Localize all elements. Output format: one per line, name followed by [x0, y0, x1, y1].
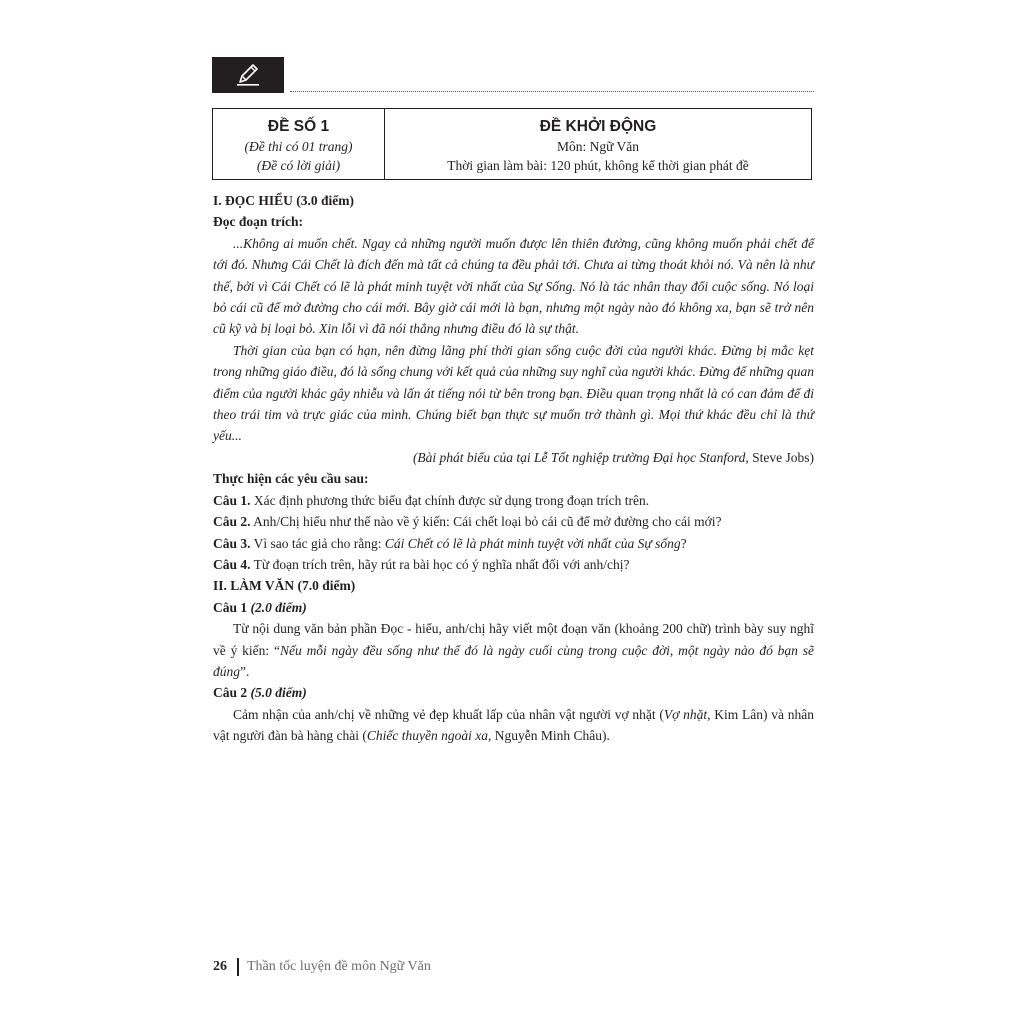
part2-heading: II. LÀM VĂN (7.0 điểm)	[213, 578, 356, 594]
exam-title-cell	[385, 109, 811, 179]
footer-divider	[237, 958, 239, 976]
q4-label: Câu 4.	[213, 556, 251, 572]
read-label: Đọc đoạn trích:	[213, 214, 303, 230]
c2-e: , Nguyễn Minh Châu).	[488, 728, 610, 744]
essay-2-prompt	[213, 704, 814, 747]
exam-number: ĐỀ SỐ 1	[267, 118, 330, 135]
c1-quote: Nếu mỗi ngày đều sống như thể đó là ngày cuối cùng trong cuộc đời, một ngày nào đó bạn sẽ đúng	[213, 642, 815, 679]
tasks-label: Thực hiện các yêu cầu sau:	[213, 471, 369, 487]
exam-content	[213, 190, 814, 747]
essay-1-heading	[213, 597, 814, 618]
c2-d: Chiếc thuyền ngoài xa	[366, 728, 488, 744]
part1-heading: I. ĐỌC HIỂU (3.0 điểm)	[213, 193, 354, 208]
q2-text: Anh/Chị hiểu như thế nào về ý kiến: Cái chết loại bỏ cái cũ để mở đường cho cái mới?	[250, 514, 722, 530]
q1-label: Câu 1.	[213, 492, 251, 508]
c1-text2: ”.	[240, 663, 250, 679]
c1-text1: Từ nội dung văn bản phần Đọc - hiểu, anh/chị hãy viết một đoạn văn (khoảng 200 chữ) trình bày suy nghĩ về ý kiến: “	[213, 621, 814, 658]
excerpt-paragraph-2: Thời gian của bạn có hạn, nên đừng lãng phí thời gian sống cuộc đời của người khác. Đừng bị mắc kẹt trong những giáo điều, đó là sống chung với kết quả của những suy nghĩ của người khác. Đừng để những quan điểm của người khác gây nhiễu và lấn át tiếng nói từ bên trong bạn. Điều quan trọng nhất là có can đảm để đi theo trái tim và trực giác của mình. Chúng biết bạn thực sự muốn trở thành gì. Mọi thứ khác đều chỉ là thứ yếu...	[213, 342, 814, 444]
q3-label: Câu 3.	[213, 535, 251, 551]
exam-title: ĐỀ KHỞI ĐỘNG	[539, 118, 657, 135]
pages-note: (Đề thi có 01 trang)	[244, 139, 353, 154]
q4-text: Từ đoạn trích trên, hãy rút ra bài học có ý nghĩa nhất đối với anh/chị?	[250, 556, 630, 572]
dotted-rule	[290, 91, 814, 92]
q3-text: Vì sao tác giả cho rằng:	[250, 535, 385, 551]
question-1	[213, 490, 814, 511]
time-limit: Thời gian làm bài: 120 phút, không kể thời gian phát đề	[447, 158, 749, 173]
q3-end: ?	[680, 535, 687, 551]
question-2	[213, 511, 814, 532]
exam-header-table	[212, 108, 812, 180]
source-plain: , Steve Jobs)	[745, 449, 814, 465]
question-4	[213, 554, 814, 575]
essay-2-heading	[213, 682, 814, 703]
c1-label: Câu 1	[213, 599, 251, 615]
question-3	[213, 533, 814, 554]
c2-points: (5.0 điểm)	[250, 685, 307, 701]
q1-text: Xác định phương thức biểu đạt chính được sử dụng trong đoạn trích trên.	[250, 492, 650, 508]
q3-italic: Cái Chết có lẽ là phát minh tuyệt vời nhất của Sự sống	[384, 535, 681, 551]
c2-c: , Kim Lân) và nhân vật người đàn bà hàng chài (	[213, 706, 815, 744]
essay-1-prompt	[213, 618, 814, 682]
c2-b: Vợ nhặt	[663, 706, 708, 722]
c1-points: (2.0 điểm)	[250, 599, 307, 615]
excerpt-source	[213, 447, 814, 468]
c2-label: Câu 2	[213, 685, 251, 701]
page-number: 26	[213, 959, 227, 974]
pencil-icon-box	[212, 57, 284, 93]
c2-a: Cảm nhận của anh/chị về những vẻ đẹp khuất lấp của nhân vật người vợ nhặt (	[233, 706, 664, 722]
exam-info-cell	[213, 109, 385, 179]
solution-note: (Đề có lời giải)	[256, 158, 341, 173]
subject: Môn: Ngữ Văn	[556, 139, 640, 154]
book-title: Thần tốc luyện đề môn Ngữ Văn	[247, 959, 431, 974]
q2-label: Câu 2.	[213, 514, 251, 530]
pencil-icon	[234, 61, 262, 89]
source-italic: (Bài phát biểu của tại Lễ Tốt nghiệp trường Đại học Stanford	[412, 449, 746, 465]
excerpt-paragraph-1: ...Không ai muốn chết. Ngay cả những người muốn được lên thiên đường, cũng không muốn phải chết để tới đó. Nhưng Cái Chết là đích đến mà tất cả chúng ta đều phải tới. Chưa ai từng thoát khỏi nó. Và nên là như thế, bởi vì Cái Chết có lẽ là phát minh tuyệt vời nhất của Sự Sống. Nó là tác nhân thay đổi cuộc sống. Nó loại bỏ cái cũ để mở đường cho cái mới. Bây giờ cái mới là bạn, nhưng một ngày nào đó không xa, bạn sẽ trở nên cũ kỹ và bị loại bỏ. Xin lỗi vì đã nói thẳng nhưng điều đó là sự thật.	[213, 235, 814, 337]
page-footer	[213, 958, 431, 976]
